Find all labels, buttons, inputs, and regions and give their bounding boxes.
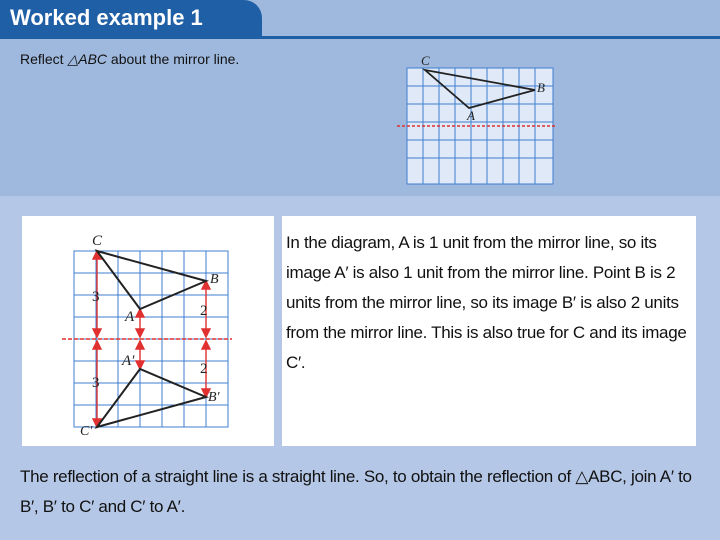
small-label-a: A: [467, 108, 475, 123]
small-reflection-diagram: [395, 48, 565, 188]
label-b-prime: B′: [208, 390, 220, 405]
intro-triangle-name: △ABC: [67, 51, 108, 67]
title-tab: [0, 0, 262, 36]
small-label-c: C: [421, 53, 430, 68]
intro-text-before: Reflect: [20, 51, 68, 67]
title-rule: [0, 36, 720, 39]
label-a-prime: A′: [122, 353, 135, 369]
explanation-text: In the diagram, A is 1 unit from the mirror line, so its image A′ is also 1 unit from the mirror line. Point B is 2 units from the mirror line, so its image B′ is also 2 units from the mirror line. This is also true for C and its image C′.: [286, 233, 687, 372]
distance-c-top: 3: [92, 289, 100, 305]
small-label-b: B: [537, 80, 545, 95]
conclusion-text: The reflection of a straight line is a straight line. So, to obtain the reflection of △ABC, join A′ to B′, B′ to C′ and C′ to A′.: [20, 467, 692, 516]
label-a: A: [125, 309, 135, 325]
intro-text-after: about the mirror line.: [107, 51, 240, 67]
label-c: C: [92, 233, 103, 249]
page-title: Worked example 1: [10, 5, 203, 30]
label-b: B: [210, 272, 219, 287]
distance-b-top: 2: [200, 303, 208, 319]
distance-c-bottom: 3: [92, 375, 100, 391]
reflection-diagram: [60, 225, 260, 437]
intro-instruction: [20, 50, 270, 69]
distance-b-bottom: 2: [200, 361, 208, 377]
label-c-prime: C′: [80, 424, 93, 437]
